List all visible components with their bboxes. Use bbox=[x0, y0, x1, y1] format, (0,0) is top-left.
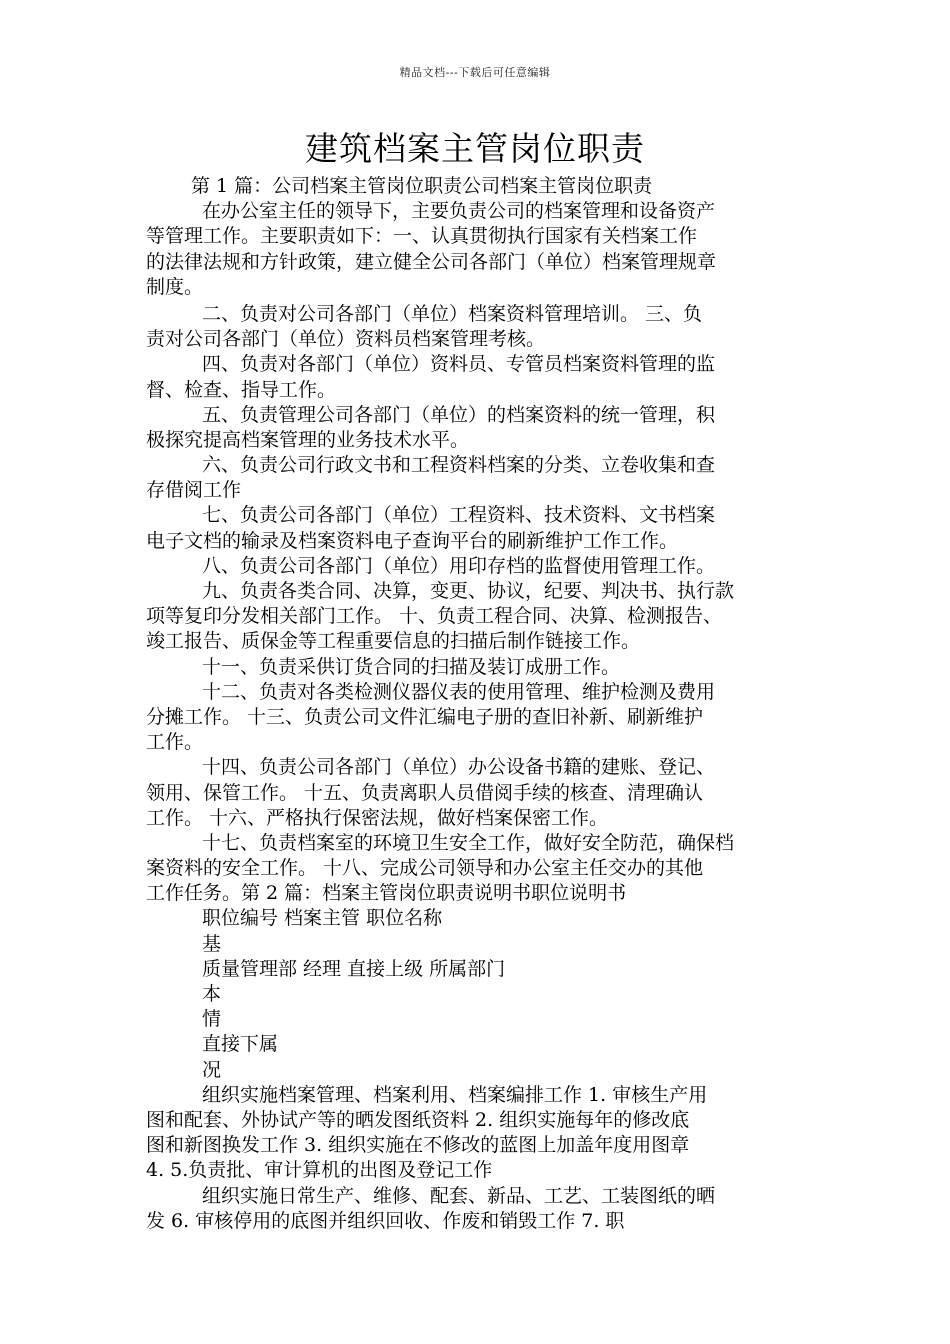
text-line: 图和配套、外协试产等的晒发图纸资料 2. 组织实施每年的修改底 bbox=[146, 1108, 690, 1131]
text-line: 竣工报告、质保金等工程重要信息的扫描后制作链接工作。 bbox=[146, 630, 641, 653]
text-line: 九、负责各类合同、决算，变更、协议，纪要、判决书、执行款 bbox=[202, 580, 735, 602]
text-line: 五、负责管理公司各部门（单位）的档案资料的统一管理，积 bbox=[202, 403, 716, 426]
text-line: 制度。 bbox=[146, 275, 204, 298]
text-line: 发 6. 审核停用的底图并组织回收、作废和销毁工作 7. 职 bbox=[146, 1209, 625, 1232]
text-line: 在办公室主任的领导下，主要负责公司的档案管理和设备资产 bbox=[202, 200, 716, 223]
text-line: 项等复印分发相关部门工作。 十、负责工程合同、决算、检测报告、 bbox=[146, 605, 723, 628]
text-line: 直接下属 bbox=[202, 1033, 279, 1056]
text-line: 二、负责对公司各部门（单位）档案资料管理培训。 三、负 bbox=[202, 302, 703, 325]
text-line: 工作。 bbox=[146, 731, 204, 754]
document-title: 建筑档案主管岗位职责 bbox=[305, 129, 645, 168]
text-line: 职位编号 档案主管 职位名称 bbox=[202, 907, 443, 930]
text-line: 组织实施日常生产、维修、配套、新品、工艺、工装图纸的晒 bbox=[202, 1184, 716, 1207]
text-line: 4. 5.负责批、审计算机的出图及登记工作 bbox=[146, 1159, 493, 1182]
text-line: 四、负责对各部门（单位）资料员、专管员档案资料管理的监 bbox=[202, 353, 716, 376]
text-line: 八、负责公司各部门（单位）用印存档的监督使用管理工作。 bbox=[202, 554, 716, 577]
text-line: 第 1 篇：公司档案主管岗位职责公司档案主管岗位职责 bbox=[191, 175, 653, 197]
document-body bbox=[146, 174, 816, 1234]
text-line: 的法律法规和方针政策，建立健全公司各部门（单位）档案管理规章 bbox=[146, 250, 717, 273]
text-line: 情 bbox=[202, 1008, 222, 1031]
text-line: 领用、保管工作。 十五、负责离职人员借阅手续的核查、清理确认 bbox=[146, 781, 704, 804]
text-line: 十一、负责采供订货合同的扫描及装订成册工作。 bbox=[202, 655, 621, 678]
text-line: 十七、负责档案室的环境卫生安全工作，做好安全防范，确保档 bbox=[202, 831, 735, 854]
text-line: 电子文档的输录及档案资料电子查询平台的刷新维护工作工作。 bbox=[146, 529, 679, 552]
text-line: 七、负责公司各部门（单位）工程资料、技术资料、文书档案 bbox=[202, 504, 716, 527]
text-line: 极探究提高档案管理的业务技术水平。 bbox=[146, 428, 470, 451]
text-line: 存借阅工作 bbox=[146, 479, 242, 502]
text-line: 本 bbox=[202, 983, 222, 1005]
text-line: 基 bbox=[202, 932, 222, 955]
text-line: 督、检查、指导工作。 bbox=[146, 378, 337, 401]
text-line: 等管理工作。主要职责如下：一、认真贯彻执行国家有关档案工作 bbox=[146, 225, 698, 248]
text-line: 责对公司各部门（单位）资料员档案管理考核。 bbox=[146, 328, 546, 351]
header-note: 精品文档---下载后可任意编辑 bbox=[399, 66, 551, 79]
text-line: 六、负责公司行政文书和工程资料档案的分类、立卷收集和查 bbox=[202, 454, 716, 477]
text-line: 分摊工作。 十三、负责公司文件汇编电子册的查旧补新、刷新维护 bbox=[146, 705, 704, 728]
text-line: 十二、负责对各类检测仪器仪表的使用管理、维护检测及费用 bbox=[202, 680, 716, 703]
text-line: 工作。 十六、严格执行保密法规，做好档案保密工作。 bbox=[146, 806, 609, 829]
text-line: 工作任务。第 2 篇：档案主管岗位职责说明书职位说明书 bbox=[146, 882, 627, 905]
text-line: 况 bbox=[202, 1058, 222, 1081]
text-line: 十四、负责公司各部门（单位）办公设备书籍的建账、登记、 bbox=[202, 756, 716, 779]
text-line: 图和新图换发工作 3. 组织实施在不修改的蓝图上加盖年度用图章 bbox=[146, 1134, 690, 1157]
text-line: 组织实施档案管理、档案利用、档案编排工作 1. 审核生产用 bbox=[202, 1083, 708, 1106]
text-line: 质量管理部 经理 直接上级 所属部门 bbox=[202, 957, 506, 980]
text-line: 案资料的安全工作。 十八、完成公司领导和办公室主任交办的其他 bbox=[146, 857, 704, 880]
